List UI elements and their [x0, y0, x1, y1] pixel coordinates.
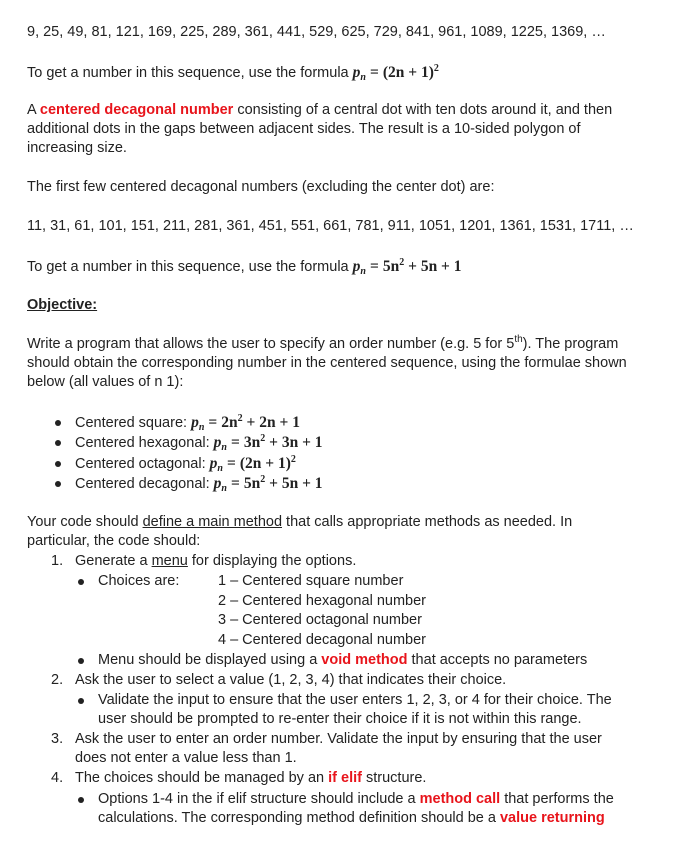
choices-label: Choices are:	[98, 573, 180, 589]
step-1: Generate a menu for displaying the options.	[75, 553, 357, 569]
step-3-line-2: does not enter a value less than 1.	[75, 750, 297, 766]
objective-heading: Objective:	[27, 297, 98, 313]
bullet	[55, 481, 61, 487]
centered-decagonal-term: centered decagonal number	[39, 102, 234, 118]
bullet	[78, 698, 84, 704]
bullet	[78, 579, 84, 585]
first-few-heading: The first few centered decagonal numbers (excluding the center dot) are:	[27, 179, 495, 195]
formula-line-2: To get a number in this sequence, use the formula $p_n = 5n^2 + 5n + 1$	[27, 257, 462, 277]
step-2-bullet-line-2: user should be prompted to re-enter their choice if it is not within this range.	[98, 711, 582, 727]
bullet	[78, 797, 84, 803]
step-2-bullet-line-1: Validate the input to ensure that the user enters 1, 2, 3, or 4 for their choice. The	[98, 692, 612, 708]
formula-1: $(2n + 1)^2$	[382, 63, 439, 81]
definition-line-1: A centered decagonal number consisting of a central dot with ten dots around it, and then	[27, 102, 613, 118]
bullet	[78, 658, 84, 664]
code-line-1: Your code should define a main method that calls appropriate methods as needed. In	[27, 514, 573, 530]
objective-line-1: Write a program that allows the user to specify an order number (e.g. 5 for 5th). The program	[27, 334, 619, 352]
bullet	[55, 440, 61, 446]
equals: =	[369, 64, 379, 81]
choice-item: 4 – Centered decagonal number	[218, 632, 426, 648]
main-method-underline: define a main method	[142, 514, 283, 530]
sequence-1: 9, 25, 49, 81, 121, 169, 225, 289, 361, 441, 529, 625, 729, 841, 961, 1089, 1225, 1369, …	[27, 24, 606, 40]
bullet	[55, 461, 61, 467]
step-4: The choices should be managed by an if elif structure.	[75, 770, 427, 786]
objective-line-3: below (all values of n 1):	[27, 374, 184, 390]
step-number: 1.	[51, 553, 64, 569]
menu-void-note: Menu should be displayed using a void method that accepts no parameters	[98, 652, 588, 668]
formula-item: Centered octagonal: $p_n = (2n + 1)^2$	[75, 454, 296, 474]
choice-item: 3 – Centered octagonal number	[218, 612, 422, 628]
choice-item: 1 – Centered square number	[218, 573, 404, 589]
bullet	[55, 420, 61, 426]
step-2: Ask the user to select a value (1, 2, 3, 4) that indicates their choice.	[75, 672, 507, 688]
step-number: 4.	[51, 770, 64, 786]
step-3-line-1: Ask the user to enter an order number. Validate the input by ensuring that the user	[75, 731, 602, 747]
sequence-2: 11, 31, 61, 101, 151, 211, 281, 361, 451, 551, 661, 781, 911, 1051, 1201, 1361, 1531, 1711, …	[27, 218, 634, 234]
formula-intro: To get a number in this sequence, use the formula	[27, 65, 349, 81]
step-number: 3.	[51, 731, 64, 747]
objective-line-2: should obtain the corresponding number in the centered sequence, using the formulae shown	[27, 355, 627, 371]
p-symbol: $p_n$	[352, 64, 366, 83]
code-line-2: particular, the code should:	[27, 533, 201, 549]
formula-item: Centered hexagonal: $p_n = 3n^2 + 3n + 1$	[75, 433, 323, 453]
formula-line-1	[27, 63, 439, 83]
formula-item: Centered decagonal: $p_n = 5n^2 + 5n + 1$	[75, 474, 323, 494]
step-4-bullet-line-1: Options 1-4 in the if elif structure should include a method call that performs the	[98, 791, 614, 807]
step-4-bullet-line-2: calculations. The corresponding method definition should be a value returning	[98, 810, 605, 826]
formula-2: $5n^2 + 5n + 1$	[382, 257, 462, 275]
step-number: 2.	[51, 672, 64, 688]
choice-item: 2 – Centered hexagonal number	[218, 593, 426, 609]
definition-line-3: increasing size.	[27, 140, 127, 156]
formula-item: Centered square: $p_n = 2n^2 + 2n + 1$	[75, 413, 300, 433]
definition-line-2: additional dots in the gaps between adjacent sides. The result is a 10-sided polygon of	[27, 121, 581, 137]
